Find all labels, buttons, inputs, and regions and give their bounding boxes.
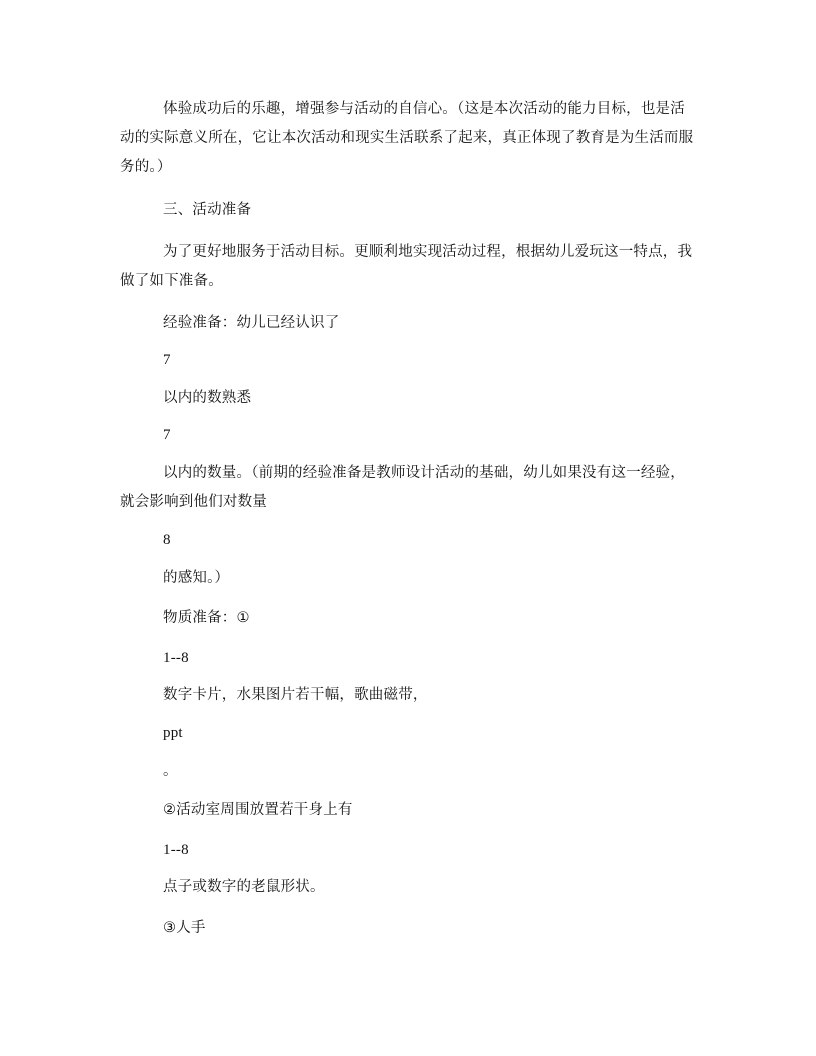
number-fragment: 7: [163, 427, 171, 443]
paragraph-line: 就会影响到他们对数量: [120, 494, 267, 510]
paragraph-line: 物质准备：①: [163, 610, 250, 626]
paragraph-line: ③人手: [163, 920, 206, 936]
number-fragment: 7: [163, 352, 171, 368]
punctuation-fragment: 。: [163, 763, 178, 779]
number-fragment: 1--8: [163, 650, 189, 666]
paragraph-line: 的感知。）: [163, 570, 230, 586]
paragraph-line: ②活动室周围放置若干身上有: [163, 802, 353, 818]
paragraph-line: 动的实际意义所在，它让本次活动和现实生活联系了起来，真正体现了教育是为生活而服: [120, 130, 694, 146]
paragraph-line: 务的。）: [120, 159, 172, 175]
paragraph-line: 以内的数量。（前期的经验准备是教师设计活动的基础，幼儿如果没有这一经验，: [163, 465, 685, 481]
paragraph-line: 经验准备：幼儿已经认识了: [163, 315, 340, 331]
paragraph-line: 数字卡片，水果图片若干幅，歌曲磁带，: [163, 687, 428, 703]
paragraph-line: 点子或数字的老鼠形状。: [163, 879, 325, 895]
paragraph-line: 为了更好地服务于活动目标。更顺利地实现活动过程，根据幼儿爱玩这一特点，我: [163, 244, 693, 260]
paragraph-line: 以内的数熟悉: [163, 390, 252, 406]
paragraph-line: 做了如下准备。: [120, 273, 223, 289]
number-fragment: 1--8: [163, 842, 189, 858]
paragraph-line: 体验成功后的乐趣，增强参与活动的自信心。（这是本次活动的能力目标，也是活: [163, 101, 685, 117]
section-heading: 三、活动准备: [163, 202, 252, 218]
text-fragment: ppt: [163, 725, 183, 741]
number-fragment: 8: [163, 532, 171, 548]
